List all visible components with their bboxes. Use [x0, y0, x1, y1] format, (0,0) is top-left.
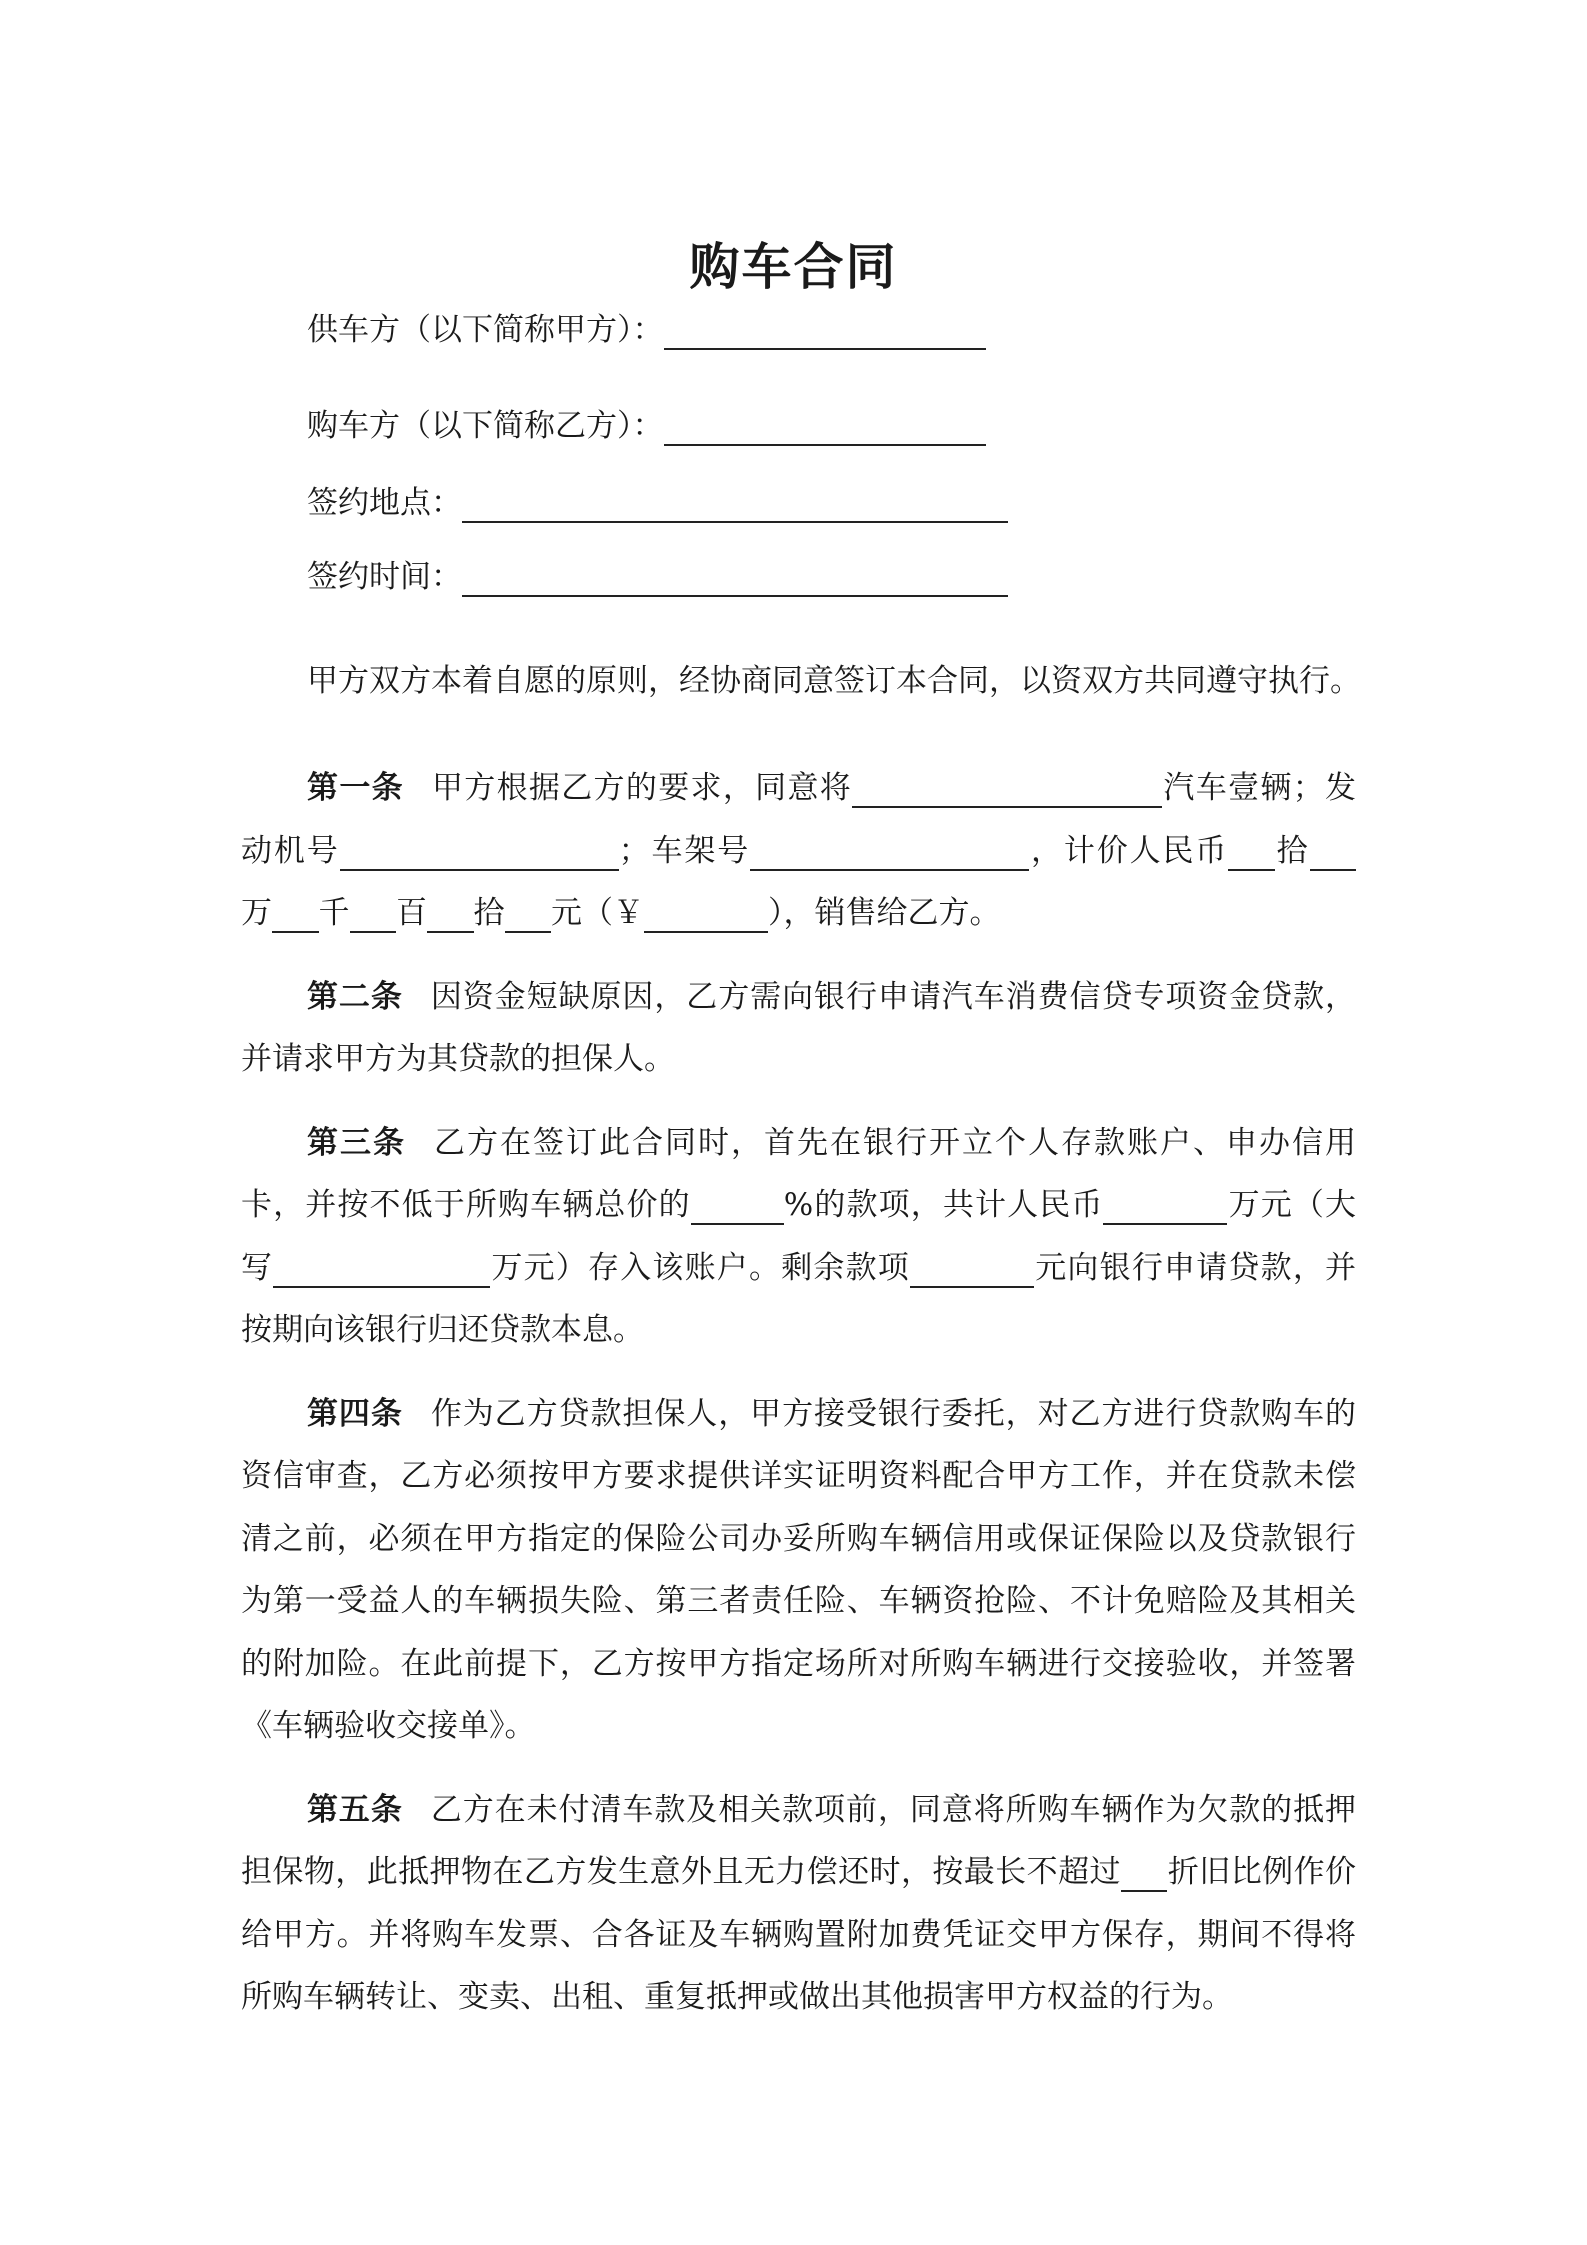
- buyer-blank[interactable]: [664, 412, 986, 446]
- place-blank[interactable]: [462, 489, 1008, 523]
- price-bai-blank[interactable]: [350, 895, 397, 933]
- seller-label: 供车方（以下简称甲方）：: [307, 312, 664, 348]
- price-qian-blank[interactable]: [272, 895, 319, 933]
- engine-number-blank[interactable]: [340, 833, 619, 871]
- contract-body: [241, 757, 1356, 2029]
- article-5-heading: 第五条: [307, 1791, 403, 1828]
- buyer-field: [307, 406, 986, 446]
- article-3: 第三条 乙方在签订此合同时，首先在银行开立个人存款账户、申办信用卡，并按不低于所购车辆总价的 %的款项，共计人民币 万元（大写 万元）存入该账户。剩余款项 元向银行申请贷款，并按期向该银行归还贷款本息。: [241, 1124, 1357, 1348]
- place-field: [307, 483, 1008, 523]
- document-title: 购车合同: [689, 237, 898, 296]
- article-1-heading: 第一条: [307, 770, 404, 806]
- percent-blank[interactable]: [691, 1187, 784, 1225]
- depreciation-blank[interactable]: [1121, 1854, 1168, 1892]
- article-4: 第四条 作为乙方贷款担保人，甲方接受银行委托，对乙方进行贷款购车的资信审查，乙方必须按甲方要求提供详实证明资料配合甲方工作，并在贷款未偿清之前，必须在甲方指定的保险公司办妥所购车辆信用或保证保险以及贷款银行为第一受益人的车辆损失险、第三者责任险、车辆资抢险、不计免赔险及其相关的附加险。在此前提下，乙方按甲方指定场所对所购车辆进行交接验收，并签署《车辆验收交接单》。: [241, 1395, 1357, 1744]
- time-label: 签约时间：: [307, 559, 462, 595]
- price-shi-blank[interactable]: [427, 895, 474, 933]
- seller-field: [307, 310, 986, 350]
- article-2-heading: 第二条: [307, 978, 403, 1015]
- intro-paragraph: 甲方双方本着自愿的原则，经协商同意签订本合同，以资双方共同遵守执行。: [307, 663, 1361, 699]
- time-blank[interactable]: [462, 563, 1008, 597]
- place-label: 签约地点：: [307, 485, 462, 521]
- car-model-blank[interactable]: [852, 770, 1162, 808]
- article-1: 第一条 甲方根据乙方的要求，同意将 汽车壹辆；发动机号 ；车架号 ，计价人民币 拾 万 千 百 拾 元（￥ ），销售给乙方。: [241, 770, 1357, 931]
- buyer-label: 购车方（以下简称乙方）：: [307, 408, 664, 444]
- frame-number-blank[interactable]: [750, 833, 1029, 871]
- seller-blank[interactable]: [664, 316, 986, 350]
- article-2: 第二条 因资金短缺原因，乙方需向银行申请汽车消费信贷专项资金贷款，并请求甲方为其贷款的担保人。: [241, 978, 1357, 1077]
- remaining-amount-blank[interactable]: [910, 1250, 1034, 1288]
- price-numeric-blank[interactable]: [644, 895, 768, 933]
- article-5: 第五条 乙方在未付清车款及相关款项前，同意将所购车辆作为欠款的抵押担保物，此抵押物在乙方发生意外且无力偿还时，按最长不超过 折旧比例作价给甲方。并将购车发票、合各证及车辆购置附加费凭证交甲方保存，期间不得将所购车辆转让、变卖、出租、重复抵押或做出其他损害甲方权益的行为。: [241, 1791, 1357, 2015]
- time-field: [307, 557, 1008, 597]
- price-yuan-blank[interactable]: [505, 895, 552, 933]
- price-wan-blank[interactable]: [1310, 833, 1357, 871]
- article-4-heading: 第四条: [307, 1395, 403, 1432]
- amount-uppercase-blank[interactable]: [273, 1250, 490, 1288]
- price-ten-thousand-tens-blank[interactable]: [1228, 833, 1275, 871]
- amount-blank[interactable]: [1103, 1187, 1227, 1225]
- article-3-heading: 第三条: [307, 1124, 406, 1161]
